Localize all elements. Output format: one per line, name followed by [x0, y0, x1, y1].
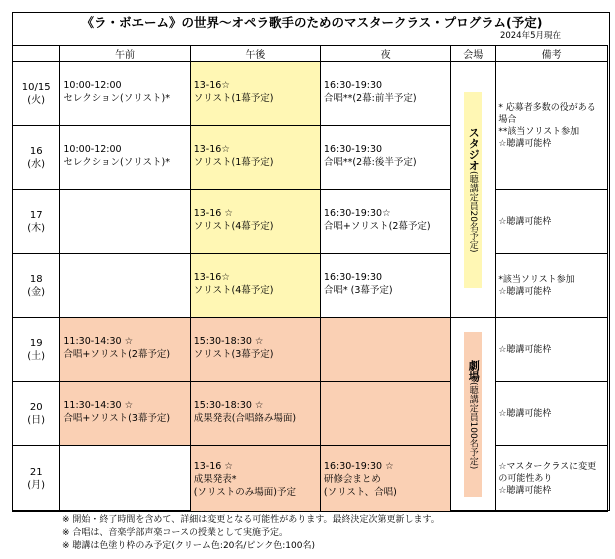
afternoon-cell: 13-16 ☆ 成果発表* (ソリストのみ場面)予定: [190, 446, 320, 512]
as-of-date: 2024年5月現在: [499, 31, 561, 41]
evening-cell: 16:30-19:30☆ 合唱+ソリスト(2幕予定): [320, 190, 450, 254]
header-venue: 会場: [451, 46, 496, 62]
venue-theater: 劇場 (聴講定員100名予定): [451, 318, 496, 512]
note-cell: ☆聴講可能枠: [496, 382, 608, 446]
header-morning: 午前: [60, 46, 190, 62]
table-row: [13, 190, 608, 254]
date-cell: 21 (月): [13, 446, 60, 512]
afternoon-cell: 13-16☆ ソリスト(1幕予定): [190, 62, 320, 126]
header-notes: 備考: [496, 46, 608, 62]
evening-cell: 16:30-19:30 合唱**(2幕:前半予定): [320, 62, 450, 126]
morning-cell: 11:30-14:30 ☆ 合唱+ソリスト(3幕予定): [60, 382, 190, 446]
afternoon-cell: 15:30-18:30 ☆ 成果発表(合唱絡み場面): [190, 382, 320, 446]
afternoon-cell: 15:30-18:30 ☆ ソリスト(3幕予定): [190, 318, 320, 382]
morning-cell: [60, 446, 190, 512]
evening-cell: 16:30-19:30 合唱* (3幕予定): [320, 254, 450, 318]
morning-cell: 10:00-12:00 セレクション(ソリスト)*: [60, 126, 190, 190]
header-row: [13, 46, 608, 62]
morning-cell: 10:00-12:00 セレクション(ソリスト)*: [60, 62, 190, 126]
note-cell: ☆聴講可能枠: [496, 190, 608, 254]
date-cell: 17 (木): [13, 190, 60, 254]
table-row: [13, 254, 608, 318]
date-cell: 10/15 (火): [13, 62, 60, 126]
header-afternoon: 午後: [190, 46, 320, 62]
note-cell: *該当ソリスト参加 ☆聴講可能枠: [496, 254, 608, 318]
date-cell: 16 (水): [13, 126, 60, 190]
date-cell: 19 (土): [13, 318, 60, 382]
evening-cell: 16:30-19:30 合唱**(2幕:後半予定): [320, 126, 450, 190]
evening-cell: [320, 318, 450, 382]
schedule-frame: [12, 12, 610, 511]
schedule-table: [12, 45, 608, 512]
date-cell: 18 (金): [13, 254, 60, 318]
date-cell: 20 (日): [13, 382, 60, 446]
note-cell: * 応募者多数の役がある 場合 **該当ソリスト参加 ☆聴講可能枠: [496, 62, 608, 190]
footnote: ※ 開始・終了時間を含めて、詳細は変更となる可能性があります。最終決定次第更新します。: [62, 515, 440, 525]
header-date: [13, 46, 60, 62]
afternoon-cell: 13-16 ☆ ソリスト(4幕予定): [190, 190, 320, 254]
footnote: ※ 合唱は、音楽学部声楽コースの授業として実施予定。: [62, 528, 288, 538]
morning-cell: 11:30-14:30 ☆ 合唱+ソリスト(2幕予定): [60, 318, 190, 382]
afternoon-cell: 13-16☆ ソリスト(4幕予定): [190, 254, 320, 318]
note-cell: ☆マスタークラスに変更 の可能性あり ☆聴講可能枠: [496, 446, 608, 512]
table-row: [13, 382, 608, 446]
note-cell: ☆聴講可能枠: [496, 318, 608, 382]
header-evening: 夜: [320, 46, 450, 62]
afternoon-cell: 13-16☆ ソリスト(1幕予定): [190, 126, 320, 190]
page-title: 《ラ・ボエーム》の世界〜オペラ歌手のためのマスタークラス・プログラム(予定): [81, 15, 543, 30]
table-row: [13, 62, 608, 126]
footnote: ※ 聴講は色塗り枠のみ予定(クリーム色:20名/ピンク色:100名): [62, 541, 315, 551]
evening-cell: [320, 382, 450, 446]
venue-studio: スタジオ (聴講定員20名予定): [451, 62, 496, 318]
table-row: [13, 318, 608, 382]
evening-cell: 16:30-19:30 ☆ 研修会まとめ (ソリスト、合唱): [320, 446, 450, 512]
morning-cell: [60, 254, 190, 318]
table-row: [13, 446, 608, 512]
morning-cell: [60, 190, 190, 254]
